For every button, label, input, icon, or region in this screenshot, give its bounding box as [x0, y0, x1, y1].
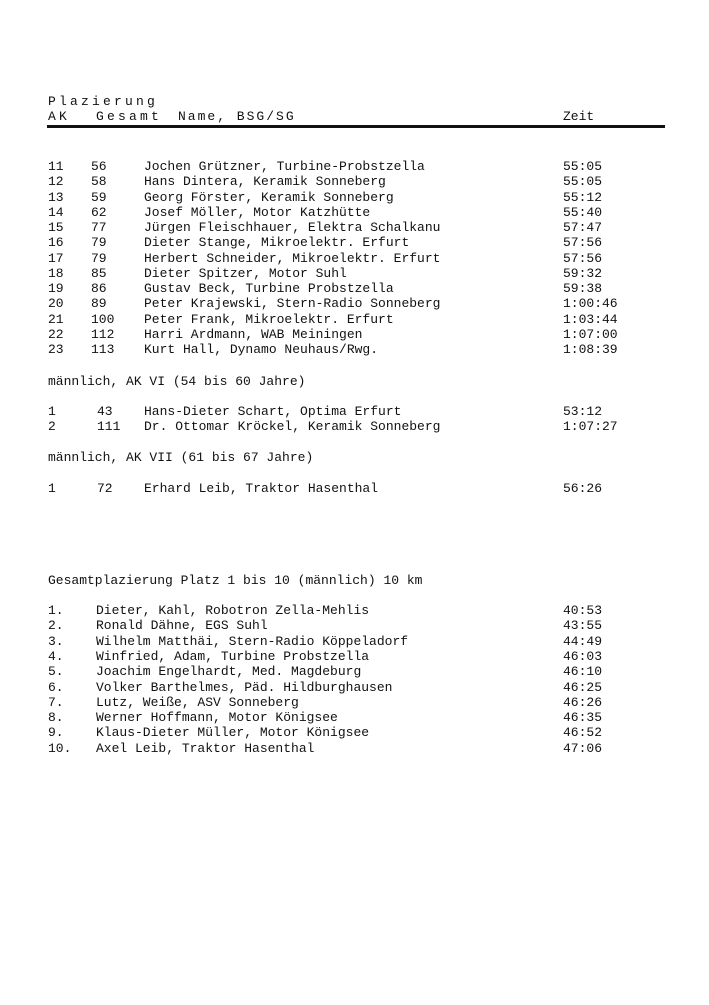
cell-name: Wilhelm Matthäi, Stern-Radio Köppeladorf	[96, 634, 409, 649]
cell-ak: 21	[48, 312, 64, 327]
table-row	[0, 695, 709, 710]
cell-zeit: 1:07:27	[563, 419, 618, 434]
cell-name: Jürgen Fleischhauer, Elektra Schalkanu	[144, 220, 441, 235]
cell-gesamt: 56	[91, 159, 107, 174]
cell-name: Kurt Hall, Dynamo Neuhaus/Rwg.	[144, 342, 379, 357]
cell-name: Peter Frank, Mikroelektr. Erfurt	[144, 312, 394, 327]
cell-ak: 16	[48, 235, 64, 250]
cell-platz: 5.	[48, 664, 64, 679]
table-row	[0, 159, 709, 174]
header-plazierung: Plazierung	[48, 94, 159, 109]
cell-ak: 2	[48, 419, 56, 434]
cell-name: Winfried, Adam, Turbine Probstzella	[96, 649, 370, 664]
cell-zeit: 46:03	[563, 649, 603, 664]
cell-name: Dieter Spitzer, Motor Suhl	[144, 266, 347, 281]
cell-zeit: 59:38	[563, 281, 603, 296]
cell-platz: 7.	[48, 695, 64, 710]
cell-platz: 9.	[48, 725, 64, 740]
header-col-ak: AK	[48, 109, 71, 124]
table-row	[0, 205, 709, 220]
cell-gesamt: 112	[91, 327, 115, 342]
cell-zeit: 46:26	[563, 695, 603, 710]
cell-zeit: 1:03:44	[563, 312, 618, 327]
table-row	[0, 649, 709, 664]
cell-gesamt: 79	[91, 235, 107, 250]
table-row	[0, 404, 709, 419]
cell-gesamt: 77	[91, 220, 107, 235]
cell-gesamt: 43	[97, 404, 113, 419]
table-row	[0, 603, 709, 618]
table-row	[0, 725, 709, 740]
cell-gesamt: 86	[91, 281, 107, 296]
table-row	[0, 680, 709, 695]
cell-zeit: 1:08:39	[563, 342, 618, 357]
cell-platz: 2.	[48, 618, 64, 633]
cell-gesamt: 111	[97, 419, 121, 434]
cell-zeit: 44:49	[563, 634, 603, 649]
cell-zeit: 1:00:46	[563, 296, 618, 311]
cell-ak: 12	[48, 174, 64, 189]
cell-gesamt: 59	[91, 190, 107, 205]
cell-ak: 20	[48, 296, 64, 311]
cell-gesamt: 89	[91, 296, 107, 311]
header-rule	[47, 125, 665, 128]
table-row	[0, 664, 709, 679]
header-col-zeit: Zeit	[563, 109, 595, 124]
table-row	[0, 174, 709, 189]
table-row	[0, 266, 709, 281]
cell-ak: 19	[48, 281, 64, 296]
cell-platz: 4.	[48, 649, 64, 664]
cell-zeit: 55:40	[563, 205, 603, 220]
table-row	[0, 741, 709, 756]
cell-name: Klaus-Dieter Müller, Motor Königsee	[96, 725, 370, 740]
cell-platz: 6.	[48, 680, 64, 695]
cell-name: Axel Leib, Traktor Hasenthal	[96, 741, 315, 756]
cell-gesamt: 85	[91, 266, 107, 281]
cell-gesamt: 79	[91, 251, 107, 266]
cell-ak: 18	[48, 266, 64, 281]
cell-zeit: 55:12	[563, 190, 603, 205]
cell-zeit: 40:53	[563, 603, 603, 618]
cell-gesamt: 62	[91, 205, 107, 220]
cell-name: Erhard Leib, Traktor Hasenthal	[144, 481, 379, 496]
cell-zeit: 56:26	[563, 481, 603, 496]
table-row	[0, 710, 709, 725]
cell-name: Hans Dintera, Keramik Sonneberg	[144, 174, 386, 189]
cell-zeit: 46:52	[563, 725, 603, 740]
cell-zeit: 57:56	[563, 235, 603, 250]
cell-name: Peter Krajewski, Stern-Radio Sonneberg	[144, 296, 441, 311]
cell-zeit: 46:35	[563, 710, 603, 725]
cell-gesamt: 72	[97, 481, 113, 496]
cell-name: Dieter, Kahl, Robotron Zella-Mehlis	[96, 603, 370, 618]
cell-platz: 3.	[48, 634, 64, 649]
table-row	[0, 618, 709, 633]
header-col-name: Name, BSG/SG	[178, 109, 296, 124]
cell-zeit: 46:25	[563, 680, 603, 695]
cell-zeit: 43:55	[563, 618, 603, 633]
cell-name: Josef Möller, Motor Katzhütte	[144, 205, 371, 220]
cell-name: Georg Förster, Keramik Sonneberg	[144, 190, 394, 205]
cell-name: Hans-Dieter Schart, Optima Erfurt	[144, 404, 402, 419]
cell-ak: 17	[48, 251, 64, 266]
table-row	[0, 481, 709, 496]
table-row	[0, 312, 709, 327]
table-row	[0, 235, 709, 250]
cell-name: Werner Hoffmann, Motor Königsee	[96, 710, 338, 725]
table-row	[0, 296, 709, 311]
cell-ak: 23	[48, 342, 64, 357]
cell-name: Lutz, Weiße, ASV Sonneberg	[96, 695, 299, 710]
cell-name: Harri Ardmann, WAB Meiningen	[144, 327, 363, 342]
cell-zeit: 53:12	[563, 404, 603, 419]
table-row	[0, 281, 709, 296]
cell-zeit: 57:47	[563, 220, 603, 235]
table-row	[0, 634, 709, 649]
header-col-gesamt: Gesamt	[96, 109, 163, 124]
cell-name: Gustav Beck, Turbine Probstzella	[144, 281, 394, 296]
cell-name: Volker Barthelmes, Päd. Hildburghausen	[96, 680, 393, 695]
cell-zeit: 57:56	[563, 251, 603, 266]
cell-gesamt: 100	[91, 312, 115, 327]
cell-ak: 22	[48, 327, 64, 342]
cell-name: Dr. Ottomar Kröckel, Keramik Sonneberg	[144, 419, 441, 434]
cell-platz: 1.	[48, 603, 64, 618]
table-row	[0, 220, 709, 235]
cell-ak: 15	[48, 220, 64, 235]
cell-name: Joachim Engelhardt, Med. Magdeburg	[96, 664, 362, 679]
cell-gesamt: 58	[91, 174, 107, 189]
table-row	[0, 342, 709, 357]
cell-zeit: 1:07:00	[563, 327, 618, 342]
table-row	[0, 419, 709, 434]
cell-ak: 13	[48, 190, 64, 205]
cell-ak: 1	[48, 481, 56, 496]
cell-gesamt: 113	[91, 342, 115, 357]
cell-ak: 1	[48, 404, 56, 419]
cell-name: Herbert Schneider, Mikroelektr. Erfurt	[144, 251, 441, 266]
section-title-gesamt-top10: Gesamtplazierung Platz 1 bis 10 (männlich) 10 km	[48, 573, 423, 588]
table-row	[0, 327, 709, 342]
cell-zeit: 59:32	[563, 266, 603, 281]
cell-platz: 10.	[48, 741, 72, 756]
section-title-ak-vi: männlich, AK VI (54 bis 60 Jahre)	[48, 374, 306, 389]
cell-zeit: 47:06	[563, 741, 603, 756]
cell-zeit: 55:05	[563, 159, 603, 174]
cell-ak: 11	[48, 159, 64, 174]
cell-zeit: 55:05	[563, 174, 603, 189]
cell-zeit: 46:10	[563, 664, 603, 679]
section-title-ak-vii: männlich, AK VII (61 bis 67 Jahre)	[48, 450, 314, 465]
table-row	[0, 251, 709, 266]
cell-ak: 14	[48, 205, 64, 220]
cell-platz: 8.	[48, 710, 64, 725]
cell-name: Dieter Stange, Mikroelektr. Erfurt	[144, 235, 410, 250]
table-row	[0, 190, 709, 205]
cell-name: Jochen Grützner, Turbine-Probstzella	[144, 159, 425, 174]
cell-name: Ronald Dähne, EGS Suhl	[96, 618, 268, 633]
